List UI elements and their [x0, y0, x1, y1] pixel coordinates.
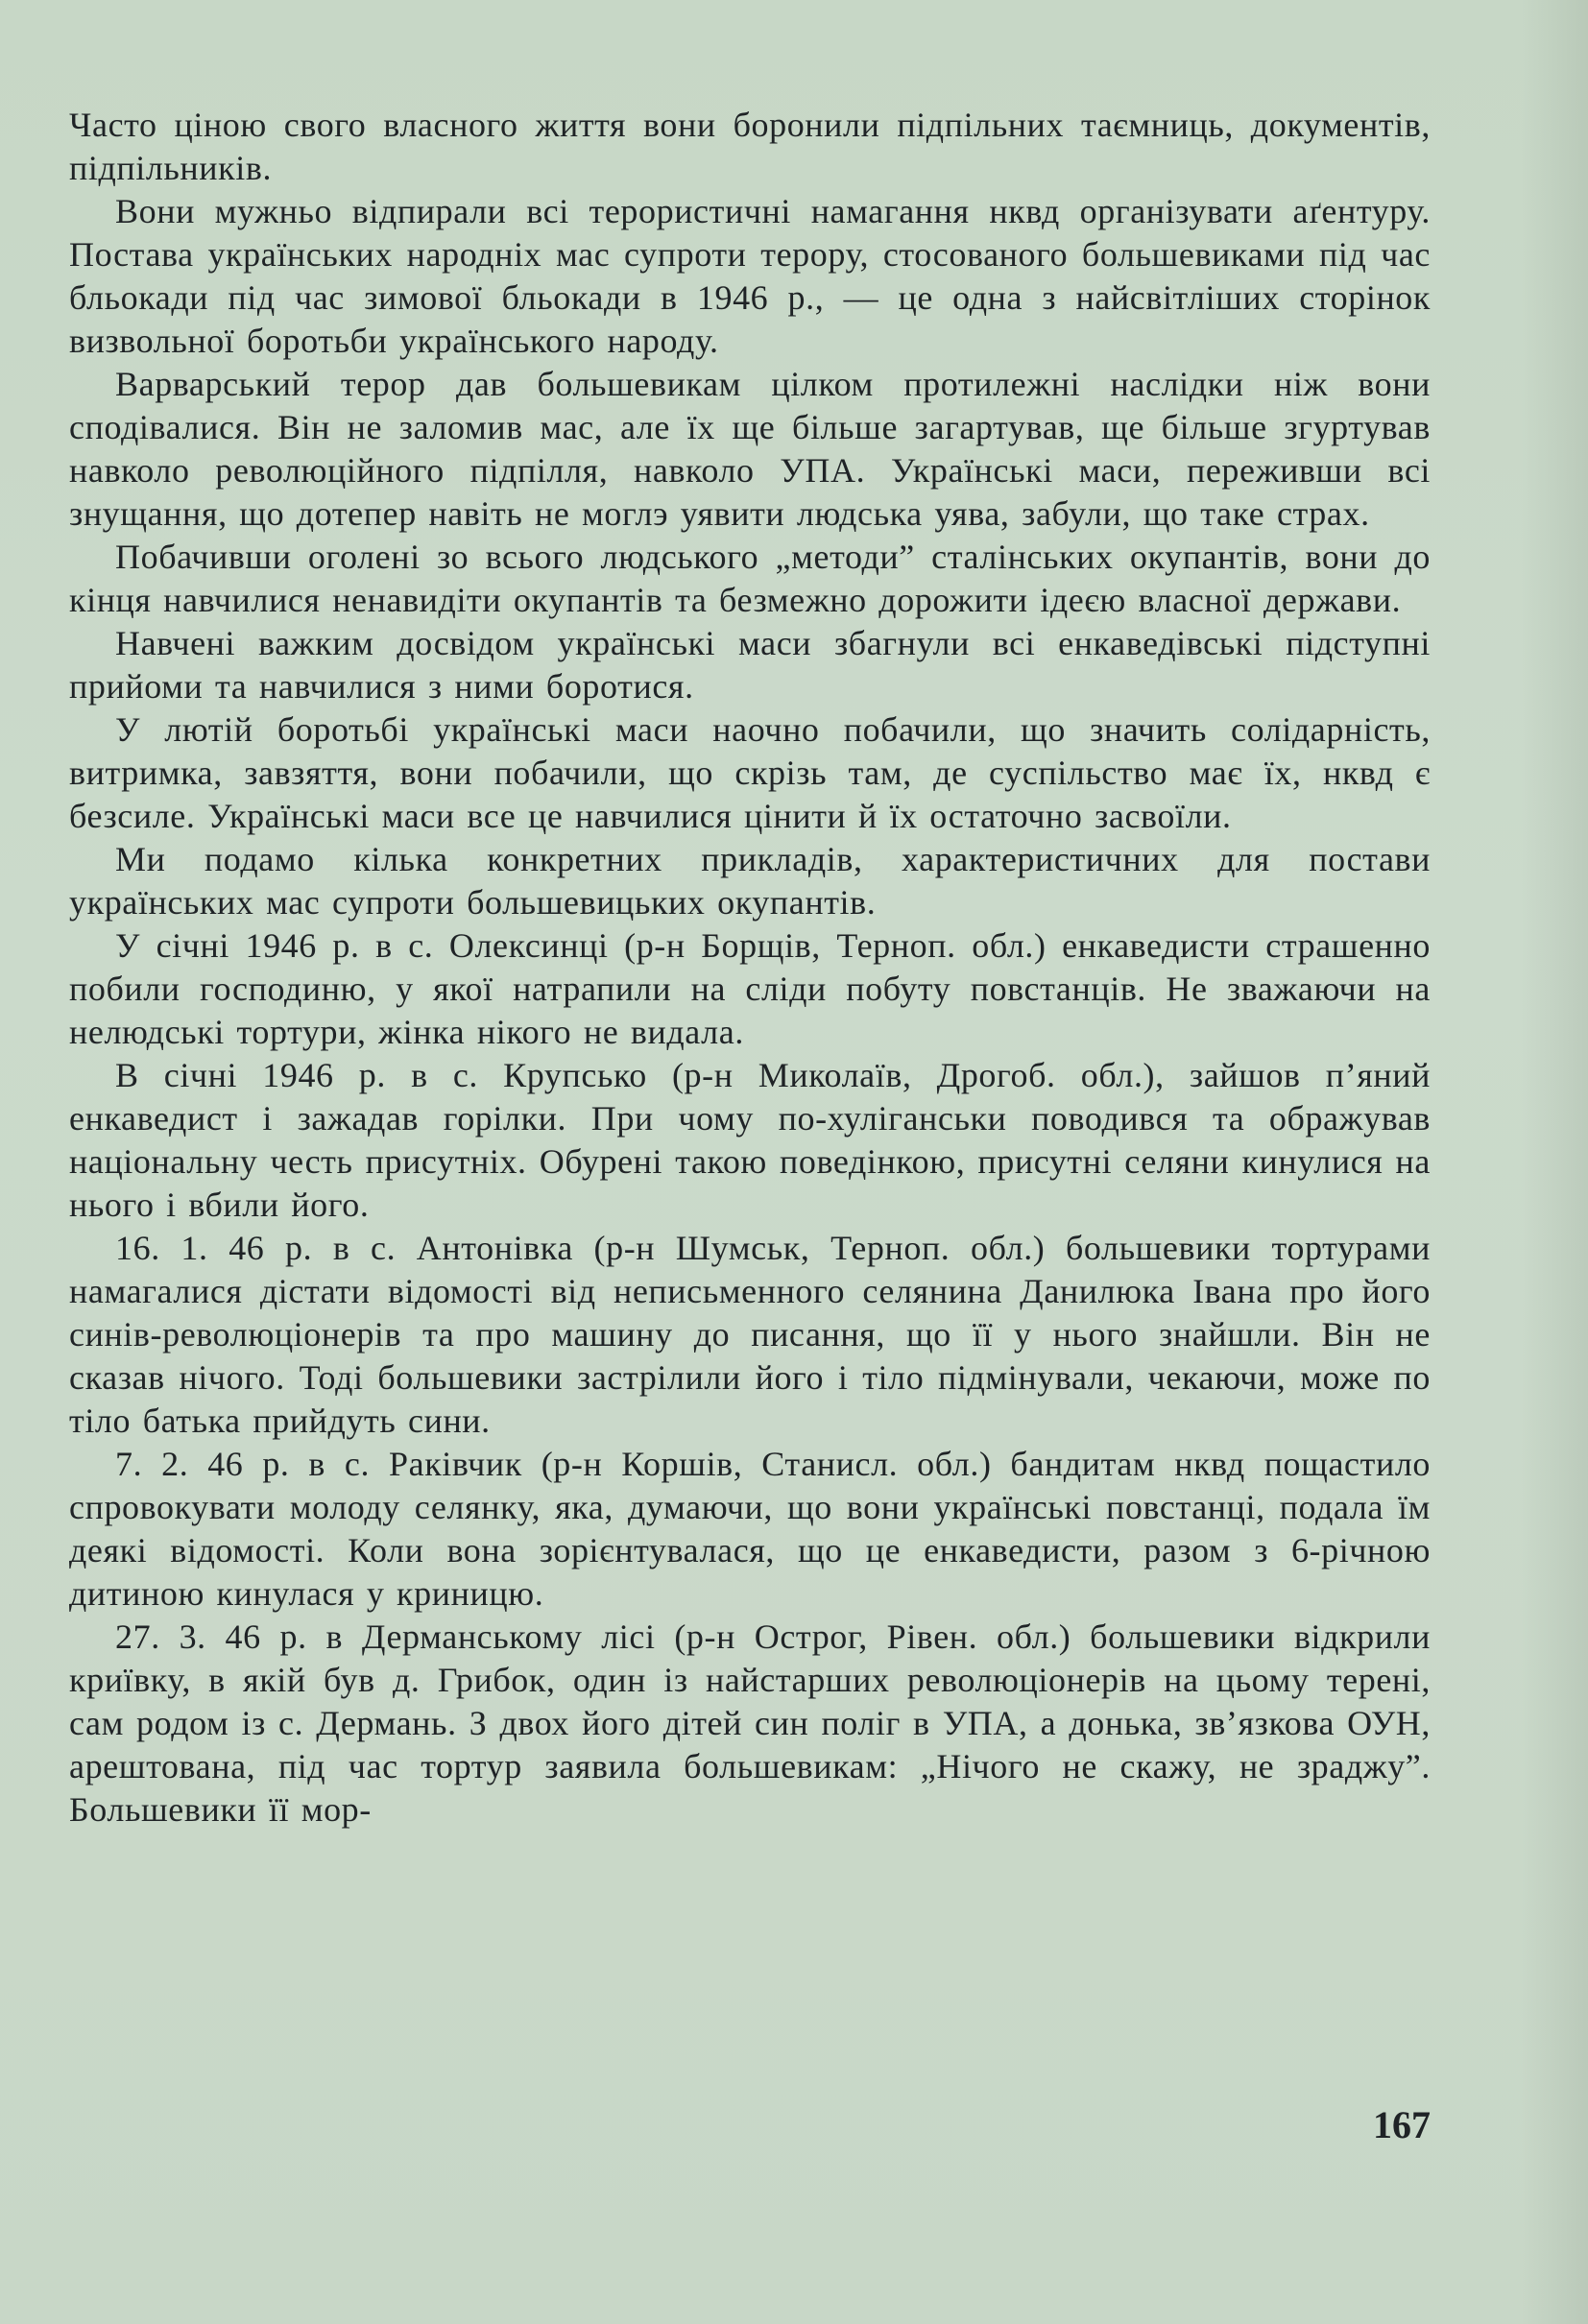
- paragraph: У січні 1946 р. в с. Олексинці (р-н Борщів, Терноп. обл.) енкаведисти страшенно побили господиню, у якої натрапили на сліди побуту повстанців. Не зважаючи на нелюдські тортури, жінка нікого не видала.: [69, 926, 1431, 1051]
- paragraph: 27. 3. 46 р. в Дерманському лісі (р-н Острог, Рівен. обл.) большевики відкрили криївку, в якій був д. Грибок, один із найстарших революціонерів на цьому терені, сам родом із с. Дермань. З двох його дітей син поліг в УПА, а донька, зв’язкова ОУН, арештована, під час тортур заявила большевикам: „Нічого не скажу, не зраджу”. Большевики її мор-: [69, 1617, 1431, 1829]
- paragraph: Часто ціною свого власного життя вони боронили підпільних таємниць, документів, підпільників.: [69, 106, 1431, 187]
- paragraph: В січні 1946 р. в с. Крупсько (р-н Миколаїв, Дрогоб. обл.), зайшов п’яний енкаведист і зажадав горілки. При чому по-хуліганськи поводився та ображував національну честь присутніх. Обурені такою поведінкою, присутні селяни кинулися на нього і вбили його.: [69, 1056, 1431, 1224]
- page-edge-shadow: [1521, 0, 1588, 2324]
- paragraph: Ми подамо кілька конкретних прикладів, характеристичних для постави українських мас супроти большевицьких окупантів.: [69, 840, 1431, 922]
- paragraph: Побачивши оголені зо всього людського „методи” сталінських окупантів, вони до кінця навчилися ненавидіти окупантів та безмежно дорожити ідеєю власної держави.: [69, 538, 1431, 619]
- body-text: [69, 104, 1431, 1832]
- page-number: 167: [1373, 2103, 1431, 2146]
- paragraph: У лютій боротьбі українські маси наочно побачили, що значить солідарність, витримка, завзяття, вони побачили, що скрізь там, де суспільство має їх, нквд є безсиле. Українські маси все це навчилися цінити й їх остаточно засвоїли.: [69, 710, 1431, 835]
- paragraph: 7. 2. 46 р. в с. Раківчик (р-н Коршів, Станисл. обл.) бандитам нквд пощастило спровокувати молоду селянку, яка, думаючи, що вони українські повстанці, подала їм деякі відомості. Коли вона зорієнтувалася, що це енкаведисти, разом з 6-річною дитиною кинулася у криницю.: [69, 1445, 1431, 1613]
- paragraph: Варварський терор дав большевикам цілком протилежні наслідки ніж вони сподівалися. Він не заломив мас, але їх ще більше загартував, ще більше згуртував навколо революційного підпілля, навколо УПА. Українські маси, переживши всі знущання, що дотепер навіть не моглэ уявити людська уява, забули, що таке страх.: [69, 365, 1431, 533]
- paragraph: Навчені важким досвідом українські маси збагнули всі енкаведівські підступні прийоми та навчилися з ними боротися.: [69, 624, 1431, 706]
- paragraph: Вони мужньо відпирали всі терористичні намагання нквд організувати аґентуру. Постава українських народніх мас супроти терору, стосованого большевиками під час бльокади під час зимової бльокади в 1946 р., — це одна з найсвітліших сторінок визвольної боротьби українського народу.: [69, 192, 1431, 360]
- paragraph: 16. 1. 46 р. в с. Антонівка (р-н Шумськ, Терноп. обл.) большевики тортурами намагалися дістати відомості від неписьменного селянина Данилюка Івана про його синів-революціонерів та про машину до писання, що її у нього знайшли. Він не сказав нічого. Тоді большевики застрілили його і тіло підмінували, чекаючи, може по тіло батька прийдуть сини.: [69, 1229, 1431, 1440]
